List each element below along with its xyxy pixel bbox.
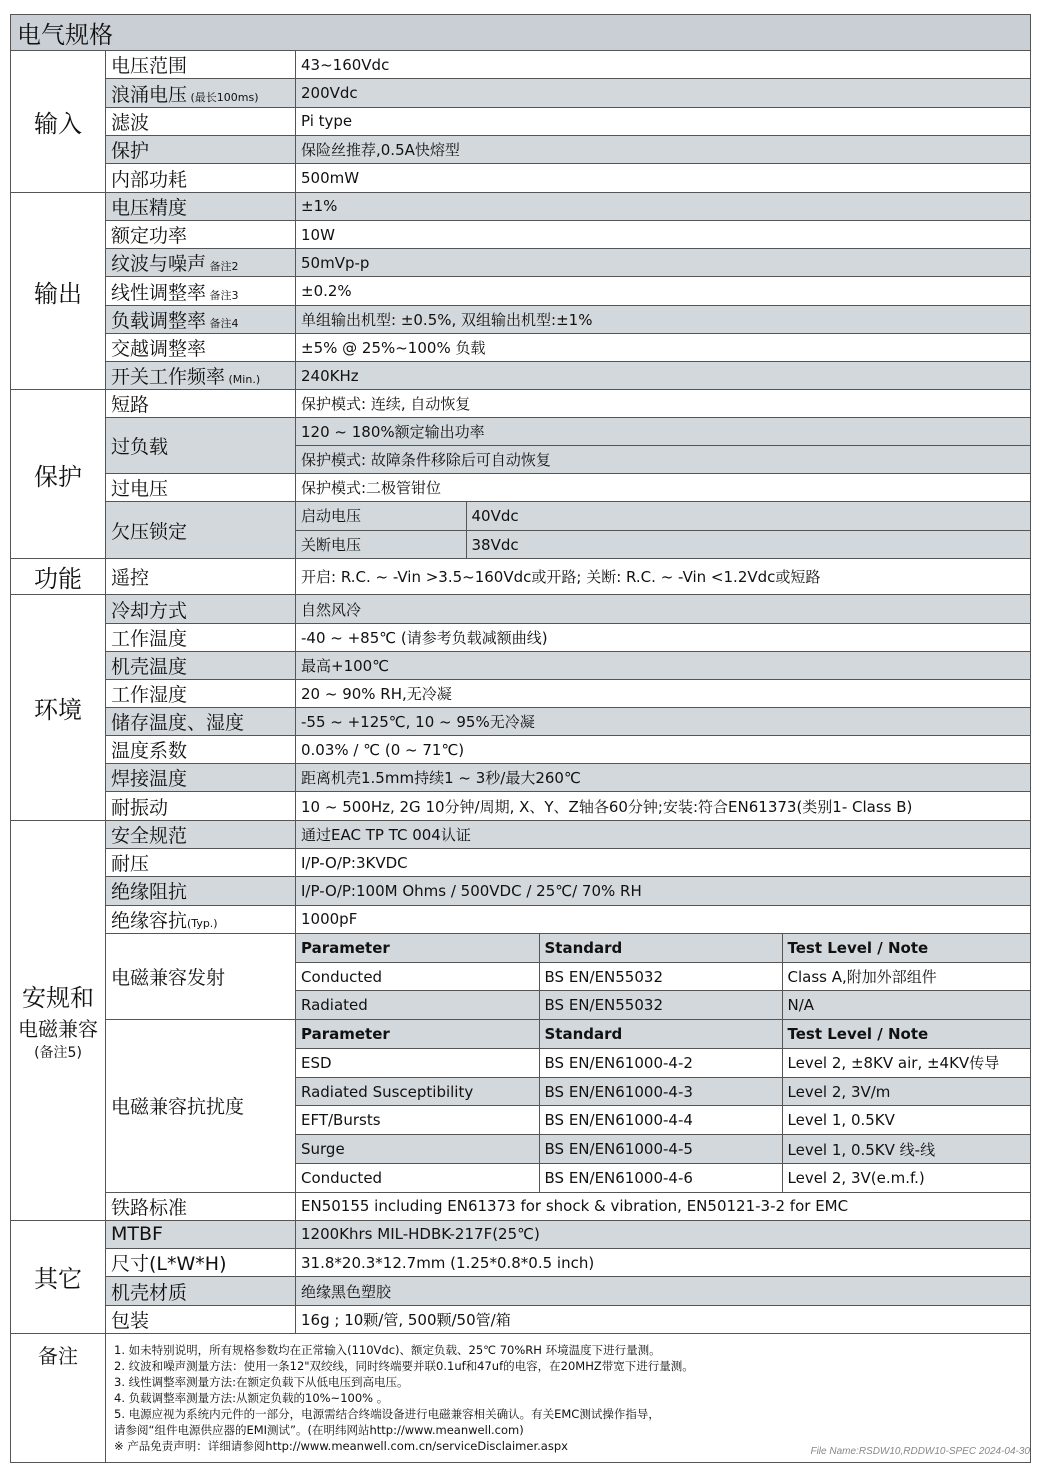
table-row: [11, 1334, 1031, 1463]
emi-cell: Radiated: [296, 991, 539, 1019]
spec-label: 焊接温度: [106, 764, 296, 792]
notes-block: [106, 1334, 1031, 1463]
note-line: ※ 产品免责声明：详细请参阅http://www.meanwell.com.cn/serviceDisclaimer.aspx: [114, 1439, 568, 1454]
table-row: [11, 848, 1031, 876]
spec-label: 安全规范: [106, 820, 296, 848]
table-row: [11, 501, 1031, 530]
spec-value: 120 ~ 180%额定输出功率: [296, 418, 1031, 446]
table-row: [11, 877, 1031, 905]
category-environment: 环境: [11, 595, 106, 820]
ems-cell: Conducted: [296, 1164, 539, 1192]
spec-value: 自然风冷: [296, 595, 1031, 623]
spec-value: 200Vdc: [296, 79, 1031, 107]
table-row: [11, 418, 1031, 446]
spec-label: 纹波与噪声 备注2: [106, 249, 296, 277]
table-row: [11, 595, 1031, 623]
uvlo-on-value: 40Vdc: [471, 506, 519, 525]
table-row: [11, 1220, 1031, 1248]
note-line: 请参阅“组件电源供应器的EMI测试”。(在明纬网站http://www.meanwell.com): [114, 1423, 524, 1438]
ems-cell: Level 2, 3V/m: [787, 1082, 891, 1101]
spec-label: 过电压: [106, 473, 296, 501]
spec-label-note: (最长100ms): [187, 90, 259, 104]
spec-value: 10 ~ 500Hz, 2G 10分钟/周期, X、Y、Z轴各60分钟;安装:符合EN61373(类别1- Class B): [296, 792, 1031, 820]
ems-row: [296, 1020, 1031, 1049]
spec-value: 240KHz: [296, 362, 1031, 390]
spec-value: 保护模式:二极管钳位: [296, 473, 1031, 501]
table-row: [11, 136, 1031, 164]
ems-cell: Surge: [296, 1135, 539, 1163]
spec-label: 短路: [106, 390, 296, 418]
table-row: [11, 1192, 1031, 1220]
table-row: [11, 305, 1031, 333]
spec-label: 线性调整率 备注3: [106, 277, 296, 305]
emi-row: [296, 962, 1031, 991]
spec-value: -40 ~ +85℃ (请参考负载减额曲线): [296, 623, 1031, 651]
category-safety-emc-line: (备注5): [34, 1045, 82, 1062]
spec-label-note: (Typ.): [187, 916, 218, 930]
spec-label: MTBF: [106, 1220, 296, 1248]
spec-label: 保护: [106, 136, 296, 164]
category-notes: 备注: [11, 1334, 106, 1463]
spec-value: 保护模式: 故障条件移除后可自动恢复: [296, 446, 1031, 474]
spec-value: I/P-O/P:3KVDC: [296, 848, 1031, 876]
emi-row: [296, 991, 1031, 1020]
spec-table: [10, 14, 1031, 1463]
spec-value: 单组输出机型: ±0.5%, 双组输出机型:±1%: [296, 305, 1031, 333]
emi-cell: Standard: [539, 934, 782, 962]
uvlo-on-label: 启动电压: [296, 502, 466, 530]
spec-value: 保险丝推荐,0.5A快熔型: [296, 136, 1031, 164]
table-row: [11, 473, 1031, 501]
category-safety-emc: [11, 820, 106, 1220]
table-row: [11, 708, 1031, 736]
table-row: [11, 764, 1031, 792]
table-row: [11, 623, 1031, 651]
uvlo-off-value: 38Vdc: [471, 535, 519, 554]
table-row: [11, 164, 1031, 192]
ems-cell: BS EN/EN61000-4-6: [539, 1164, 782, 1192]
spec-value: Pi type: [296, 107, 1031, 135]
ems-cell: Radiated Susceptibility: [296, 1078, 539, 1106]
spec-label: 内部功耗: [106, 164, 296, 192]
emi-cell: N/A: [787, 996, 815, 1015]
emi-cell: Parameter: [296, 934, 539, 962]
category-output: 输出: [11, 192, 106, 390]
category-safety-emc-line: 电磁兼容: [18, 1017, 98, 1042]
table-row: [11, 277, 1031, 305]
spec-value: EN50155 including EN61373 for shock & vibration, EN50121-3-2 for EMC: [296, 1192, 1031, 1220]
ems-label: 电磁兼容抗扰度: [106, 1020, 296, 1193]
note-line: 4. 负载调整率测量方法:从额定负载的10%~100% 。: [114, 1391, 389, 1406]
table-row: [11, 220, 1031, 248]
ems-cell: Parameter: [296, 1020, 539, 1048]
emi-cell: BS EN/EN55032: [539, 991, 782, 1019]
ems-cell: Level 2, ±8KV air, ±4KV传导: [787, 1054, 1000, 1073]
spec-label-note: 备注2: [206, 260, 239, 274]
uvlo-off-row: [296, 530, 1031, 559]
category-input: 输入: [11, 51, 106, 193]
spec-label: 浪涌电压 (最长100ms): [106, 79, 296, 107]
spec-value: ±0.2%: [296, 277, 1031, 305]
spec-label-note: (Min.): [225, 373, 261, 387]
ems-row: [296, 1163, 1031, 1192]
table-row: [11, 107, 1031, 135]
ems-cell: Level 1, 0.5KV: [787, 1111, 895, 1130]
category-function: 功能: [11, 559, 106, 595]
spec-label: 负载调整率 备注4: [106, 305, 296, 333]
spec-value: ±1%: [296, 192, 1031, 220]
spec-label: 遥控: [106, 559, 296, 595]
spec-value: 距离机壳1.5mm持续1 ~ 3秒/最大260℃: [296, 764, 1031, 792]
ems-cell: EFT/Bursts: [296, 1106, 539, 1134]
spec-label-note: 备注4: [206, 316, 239, 330]
spec-value: 31.8*20.3*12.7mm (1.25*0.8*0.5 inch): [296, 1249, 1031, 1277]
spec-value: 0.03% / ℃ (0 ~ 71℃): [296, 736, 1031, 764]
table-row: [11, 679, 1031, 707]
ems-cell: Level 2, 3V(e.m.f.): [787, 1168, 925, 1187]
table-row: [11, 1020, 1031, 1049]
spec-value: 43~160Vdc: [296, 51, 1031, 79]
spec-label: 温度系数: [106, 736, 296, 764]
table-row: [11, 1249, 1031, 1277]
spec-label: 尺寸(L*W*H): [106, 1249, 296, 1277]
spec-label: 冷却方式: [106, 595, 296, 623]
ems-cell: BS EN/EN61000-4-5: [539, 1135, 782, 1163]
ems-cell: ESD: [296, 1049, 539, 1077]
spec-value: ±5% @ 25%~100% 负载: [296, 333, 1031, 361]
table-row: [11, 1277, 1031, 1305]
spec-label: 电压精度: [106, 192, 296, 220]
ems-cell: Test Level / Note: [787, 1025, 929, 1044]
note-line: 3. 线性调整率测量方法:在额定负载下从低电压到高电压。: [114, 1375, 409, 1390]
spec-value: 最高+100℃: [296, 651, 1031, 679]
emi-cell: Conducted: [296, 963, 539, 991]
emi-row: [296, 933, 1031, 962]
emi-cell: BS EN/EN55032: [539, 963, 782, 991]
ems-cell: Standard: [539, 1020, 782, 1048]
ems-cell: Level 1, 0.5KV 线-线: [787, 1140, 936, 1159]
spec-value: 1000pF: [296, 905, 1031, 933]
note-line: 5. 电源应视为系统内元件的一部分，电源需结合终端设备进行电磁兼容相关确认。有关EMC测试操作指导，: [114, 1407, 660, 1422]
spec-label: 工作温度: [106, 623, 296, 651]
spec-label: 绝缘阻抗: [106, 877, 296, 905]
spec-label: 铁路标准: [106, 1192, 296, 1220]
ems-row: [296, 1048, 1031, 1077]
spec-label: 包装: [106, 1305, 296, 1333]
spec-label: 开关工作频率 (Min.): [106, 362, 296, 390]
note-line: 1. 如未特别说明，所有规格参数均在正常输入(110Vdc)、额定负载、25℃ 70%RH 环境温度下进行量测。: [114, 1343, 661, 1358]
emi-label: 电磁兼容发射: [106, 933, 296, 1019]
table-row: [11, 933, 1031, 962]
spec-value: 开启: R.C. ~ -Vin >3.5~160Vdc或开路; 关断: R.C. ~ -Vin <1.2Vdc或短路: [296, 559, 1031, 595]
spec-label: 工作湿度: [106, 679, 296, 707]
spec-label-note: 备注3: [206, 288, 239, 302]
spec-value: 20 ~ 90% RH,无冷凝: [296, 679, 1031, 707]
spec-value: 1200Khrs MIL-HDBK-217F(25℃): [296, 1220, 1031, 1248]
spec-value: 16g ; 10颗/管, 500颗/50管/箱: [296, 1305, 1031, 1333]
spec-label: 机壳材质: [106, 1277, 296, 1305]
spec-value: 通过EAC TP TC 004认证: [296, 820, 1031, 848]
table-row: [11, 79, 1031, 107]
file-name-footer: File Name:RSDW10,RDDW10-SPEC 2024-04-30: [810, 1446, 1030, 1457]
table-row: [11, 1305, 1031, 1333]
spec-value: 10W: [296, 220, 1031, 248]
ems-cell: BS EN/EN61000-4-2: [539, 1049, 782, 1077]
spec-label: 耐振动: [106, 792, 296, 820]
spec-label: 额定功率: [106, 220, 296, 248]
ems-cell: BS EN/EN61000-4-3: [539, 1078, 782, 1106]
category-safety-emc-line: 安规和: [22, 984, 94, 1013]
spec-label: 欠压锁定: [106, 501, 296, 559]
spec-label: 储存温度、湿度: [106, 708, 296, 736]
ems-cell: BS EN/EN61000-4-4: [539, 1106, 782, 1134]
spec-label: 过负载: [106, 418, 296, 474]
spec-value: I/P-O/P:100M Ohms / 500VDC / 25℃/ 70% RH: [296, 877, 1031, 905]
table-row: [11, 249, 1031, 277]
uvlo-off-label: 关断电压: [296, 531, 466, 559]
spec-label: 机壳温度: [106, 651, 296, 679]
spec-value: -55 ~ +125℃, 10 ~ 95%无冷凝: [296, 708, 1031, 736]
spec-label: 交越调整率: [106, 333, 296, 361]
ems-row: [296, 1135, 1031, 1164]
category-protection: 保护: [11, 390, 106, 559]
table-row: [11, 905, 1031, 933]
table-row: [11, 390, 1031, 418]
table-row: [11, 333, 1031, 361]
ems-row: [296, 1106, 1031, 1135]
emi-cell: Class A,附加外部组件: [787, 968, 937, 987]
spec-value: 绝缘黑色塑胶: [296, 1277, 1031, 1305]
table-row: [11, 51, 1031, 79]
spec-value: 500mW: [296, 164, 1031, 192]
section-title: 电气规格: [11, 15, 1031, 51]
table-row: [11, 362, 1031, 390]
spec-label: 耐压: [106, 848, 296, 876]
table-row: [11, 792, 1031, 820]
table-row: [11, 559, 1031, 595]
spec-label: 滤波: [106, 107, 296, 135]
uvlo-on-row: [296, 501, 1031, 530]
category-others: 其它: [11, 1220, 106, 1333]
ems-row: [296, 1077, 1031, 1106]
spec-label: 电压范围: [106, 51, 296, 79]
table-row: [11, 820, 1031, 848]
emi-cell: Test Level / Note: [787, 938, 929, 957]
spec-value: 50mVp-p: [296, 249, 1031, 277]
spec-label: 绝缘容抗(Typ.): [106, 905, 296, 933]
spec-value: 保护模式: 连续, 自动恢复: [296, 390, 1031, 418]
table-row: [11, 192, 1031, 220]
table-row: [11, 651, 1031, 679]
spec-sheet: [10, 14, 1030, 1463]
note-line: 2. 纹波和噪声测量方法：使用一条12"双绞线，同时终端要并联0.1uf和47uf的电容，在20MHZ带宽下进行量测。: [114, 1359, 694, 1374]
table-row: [11, 736, 1031, 764]
